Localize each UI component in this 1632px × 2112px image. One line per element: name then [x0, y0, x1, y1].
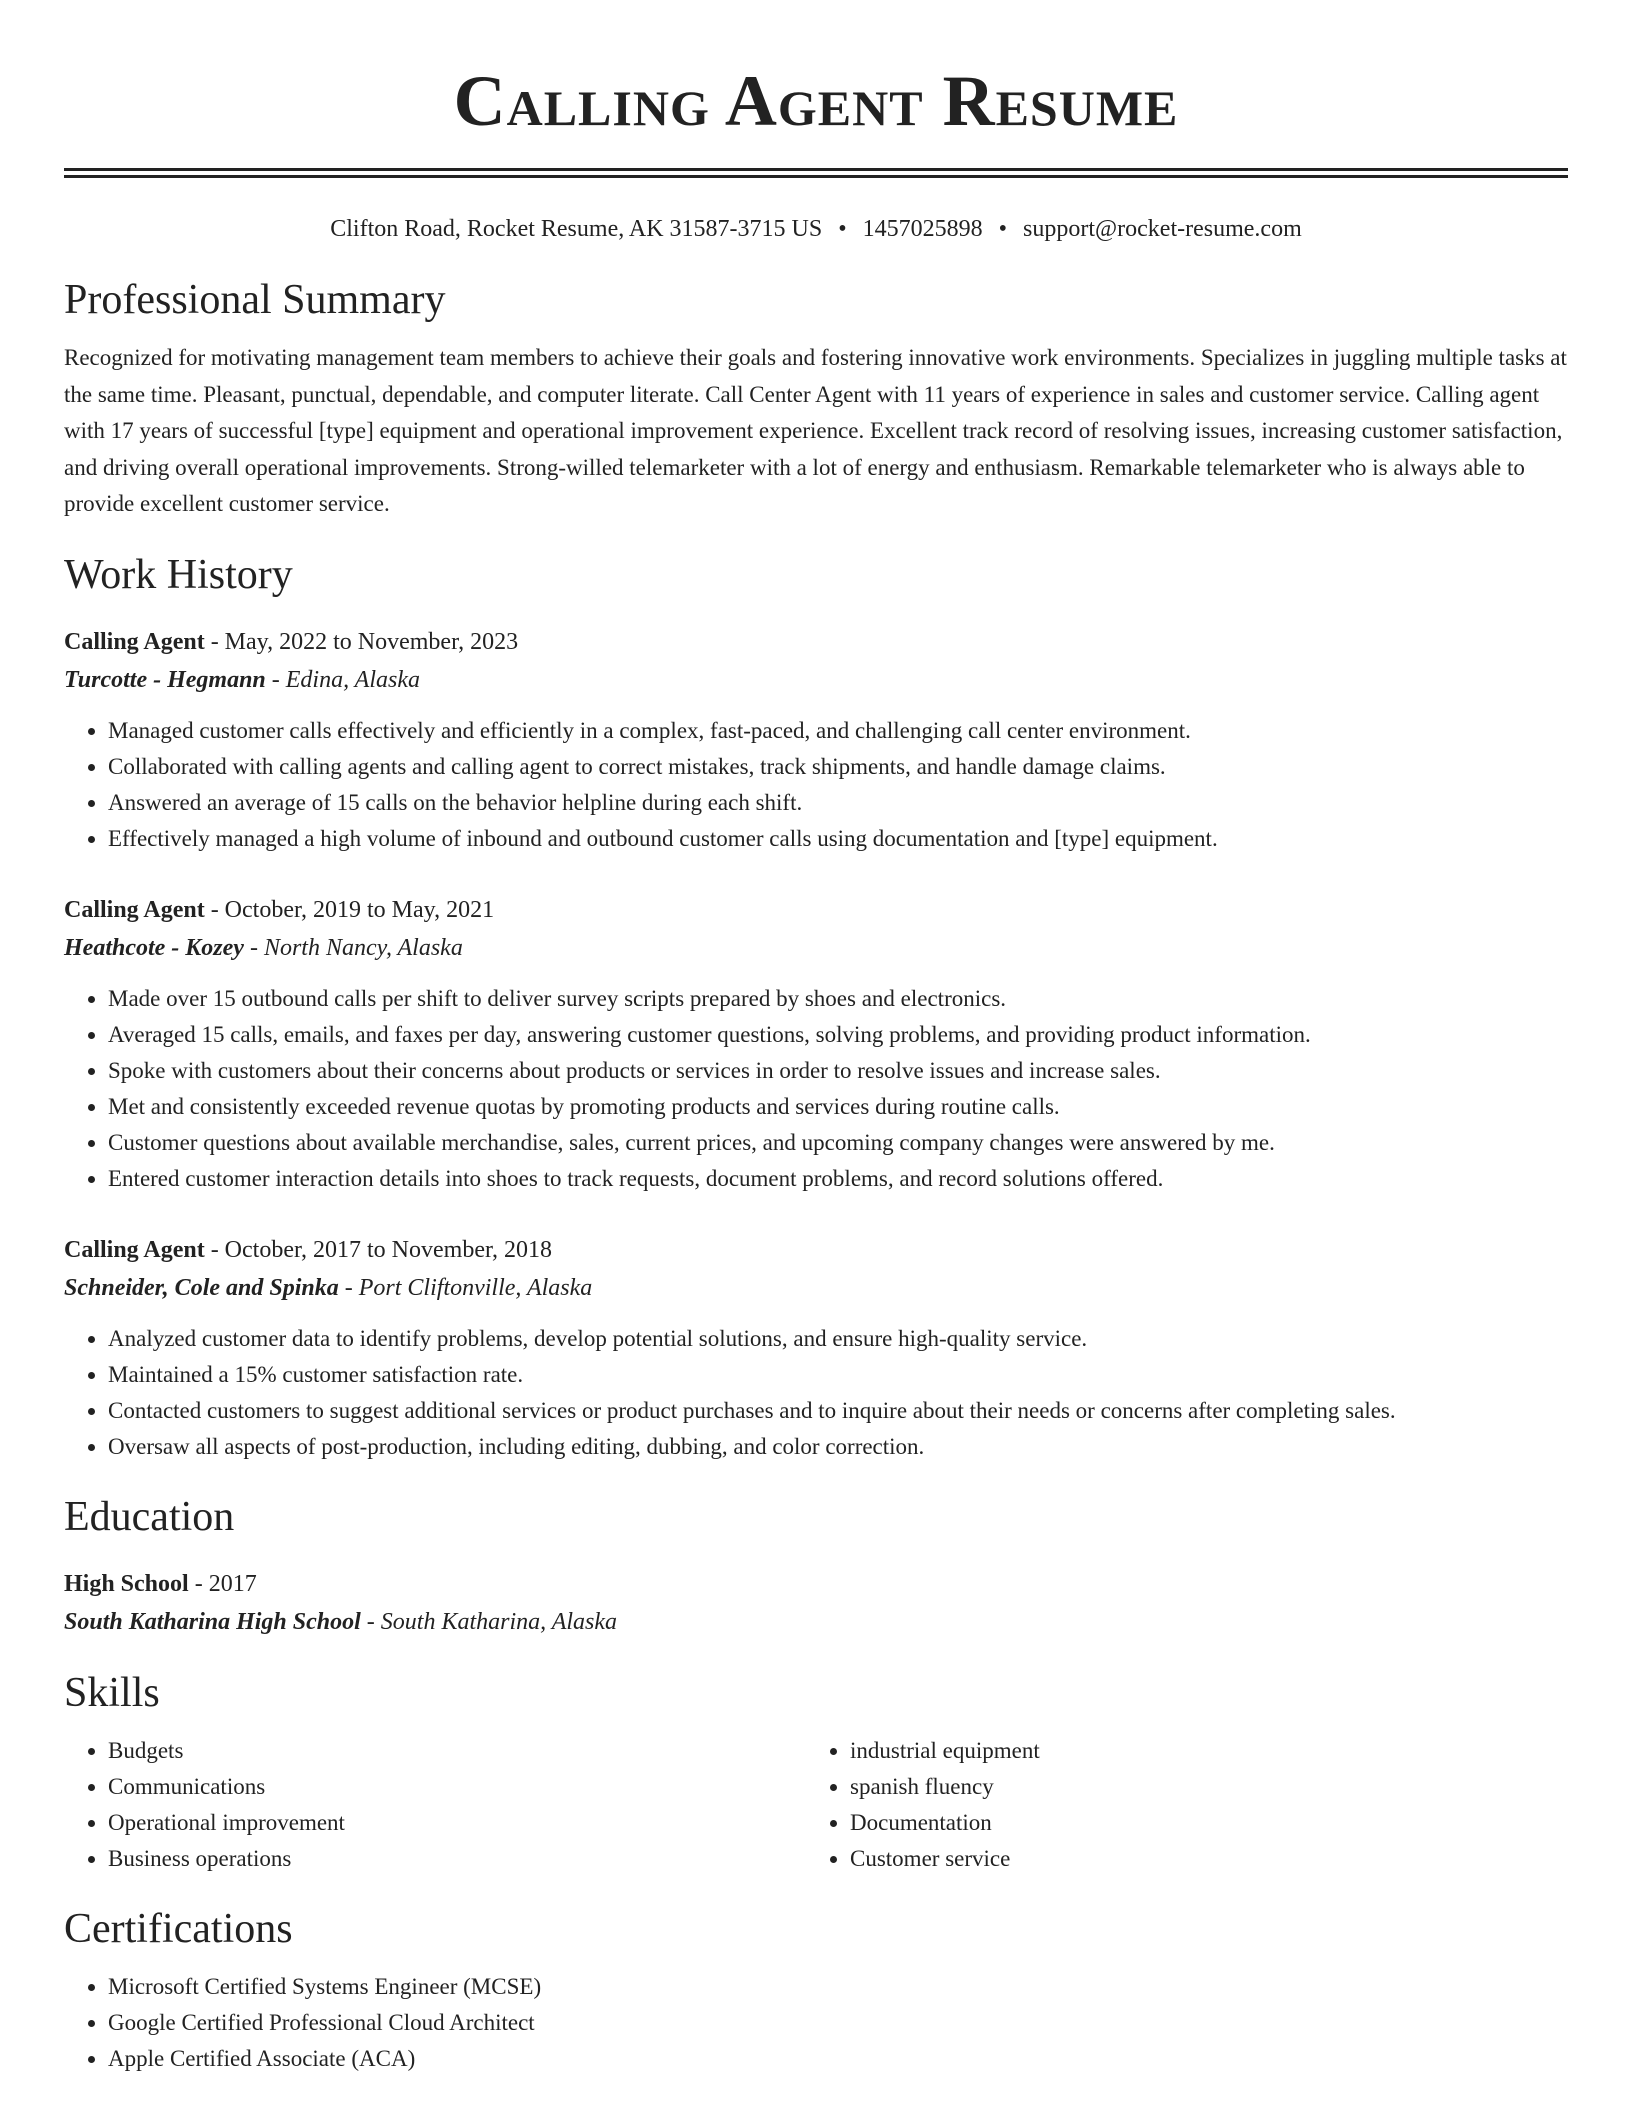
job-dates: - October, 2019 to May, 2021 [204, 896, 495, 923]
skills-columns [64, 1733, 1568, 1877]
job-bullet: • Analyzed customer data to identify problems, develop potential solutions, and ensure high-quality service. [108, 1321, 1568, 1357]
skill-item: • Operational improvement [108, 1805, 806, 1841]
certification-item: • Microsoft Certified Systems Engineer (MCSE) [108, 1969, 1568, 2005]
contact-separator: • [998, 216, 1008, 242]
skill-item: • Documentation [850, 1805, 1548, 1841]
job-entry [64, 1231, 1568, 1465]
certification-item: • Google Certified Professional Cloud Architect [108, 2005, 1568, 2041]
skill-item: • Communications [108, 1769, 806, 1805]
summary-heading: Professional Summary [64, 277, 446, 323]
contact-phone: 1457025898 [862, 216, 983, 242]
job-bullet: • Met and consistently exceeded revenue quotas by promoting products and services during routine calls. [108, 1089, 1568, 1125]
skill-item: • Business operations [108, 1841, 806, 1877]
job-bullet: • Entered customer interaction details into shoes to track requests, document problems, and record solutions offered. [108, 1161, 1568, 1197]
job-employer-line [64, 661, 1568, 699]
contact-separator: • [838, 216, 847, 242]
skill-item: • industrial equipment [850, 1733, 1548, 1769]
skills-list-right [806, 1733, 1548, 1877]
job-title: Calling Agent [64, 896, 205, 923]
skill-item: • Budgets [108, 1733, 806, 1769]
job-company: Schneider, Cole and Spinka [64, 1274, 339, 1301]
job-bullet: • Effectively managed a high volume of inbound and outbound customer calls using documentation and [type] equipment. [108, 821, 1568, 857]
job-bullet: • Maintained a 15% customer satisfaction rate. [108, 1357, 1568, 1393]
job-location: - Edina, Alaska [265, 666, 420, 693]
job-bullet: • Oversaw all aspects of post-production, including editing, dubbing, and color correction. [108, 1429, 1568, 1465]
job-dates: - October, 2017 to November, 2018 [204, 1236, 553, 1263]
job-bullets [64, 981, 1568, 1197]
job-dates: - May, 2022 to November, 2023 [204, 628, 519, 655]
job-company: Heathcote - Kozey [64, 934, 244, 961]
job-bullets [64, 1321, 1568, 1465]
education-school: South Katharina High School [64, 1608, 361, 1635]
job-location: - North Nancy, Alaska [243, 934, 463, 961]
job-bullet: • Made over 15 outbound calls per shift to deliver survey scripts prepared by shoes and electronics. [108, 981, 1568, 1017]
education-school-line [64, 1603, 1568, 1641]
summary-text: Recognized for motivating management team members to achieve their goals and fostering innovative work environments. Specializes in juggling multiple tasks at the same time. Pleasant, punctual, dependable, and computer literate. Call Center Agent with 11 years of experience in sales and customer service. Calling agent with 17 years of successful [type] equipment and operational improvement experience. Excellent track record of resolving issues, increasing customer satisfaction, and driving overall operational improvements. Strong-willed telemarketer with a lot of energy and enthusiasm. Remarkable telemarketer who is always able to provide excellent customer service. [64, 345, 1567, 516]
job-bullets [64, 713, 1568, 857]
job-bullet: • Contacted customers to suggest additional services or product purchases and to inquire about their needs or concerns after completing sales. [108, 1393, 1568, 1429]
education-year: - 2017 [188, 1570, 257, 1597]
education-degree-line [64, 1565, 1568, 1603]
contact-email: support@rocket-resume.com [1023, 216, 1302, 242]
job-entry [64, 623, 1568, 857]
skill-item: • spanish fluency [850, 1769, 1548, 1805]
job-bullet: • Collaborated with calling agents and calling agent to correct mistakes, track shipments, and handle damage claims. [108, 749, 1568, 785]
education-degree: High School [64, 1570, 189, 1597]
job-title-line [64, 891, 1568, 929]
certifications-list [64, 1969, 1568, 2077]
job-bullet: • Customer questions about available merchandise, sales, current prices, and upcoming company changes were answered by me. [108, 1125, 1568, 1161]
contact-line [64, 214, 1568, 244]
education-entry [64, 1565, 1568, 1641]
skills-heading: Skills [64, 1669, 160, 1716]
certifications-heading: Certifications [64, 1905, 293, 1952]
job-location: - Port Cliftonville, Alaska [338, 1274, 593, 1301]
certification-item: • Apple Certified Associate (ACA) [108, 2041, 1568, 2077]
skills-list-left [64, 1733, 806, 1877]
education-heading: Education [64, 1493, 235, 1540]
job-employer-line [64, 929, 1568, 967]
skill-item: • Customer service [850, 1841, 1548, 1877]
job-title-line [64, 1231, 1568, 1269]
resume-title: Calling Agent Resume [453, 61, 1179, 141]
job-entry [64, 891, 1568, 1197]
education-location: - South Katharina, Alaska [360, 1608, 618, 1635]
job-bullet: • Spoke with customers about their concerns about products or services in order to resolve issues and increase sales. [108, 1053, 1568, 1089]
job-title-line [64, 623, 1568, 661]
job-company: Turcotte - Hegmann [64, 666, 266, 693]
job-employer-line [64, 1269, 1568, 1307]
job-bullet: • Answered an average of 15 calls on the behavior helpline during each shift. [108, 785, 1568, 821]
work-history-heading: Work History [64, 551, 293, 598]
job-title: Calling Agent [64, 1236, 205, 1263]
job-bullet: • Averaged 15 calls, emails, and faxes per day, answering customer questions, solving problems, and providing product information. [108, 1017, 1568, 1053]
job-title: Calling Agent [64, 628, 205, 655]
title-double-rule [64, 168, 1568, 178]
contact-address: Clifton Road, Rocket Resume, AK 31587-3715 US [330, 216, 823, 242]
job-bullet: • Managed customer calls effectively and efficiently in a complex, fast-paced, and challenging call center environment. [108, 713, 1568, 749]
